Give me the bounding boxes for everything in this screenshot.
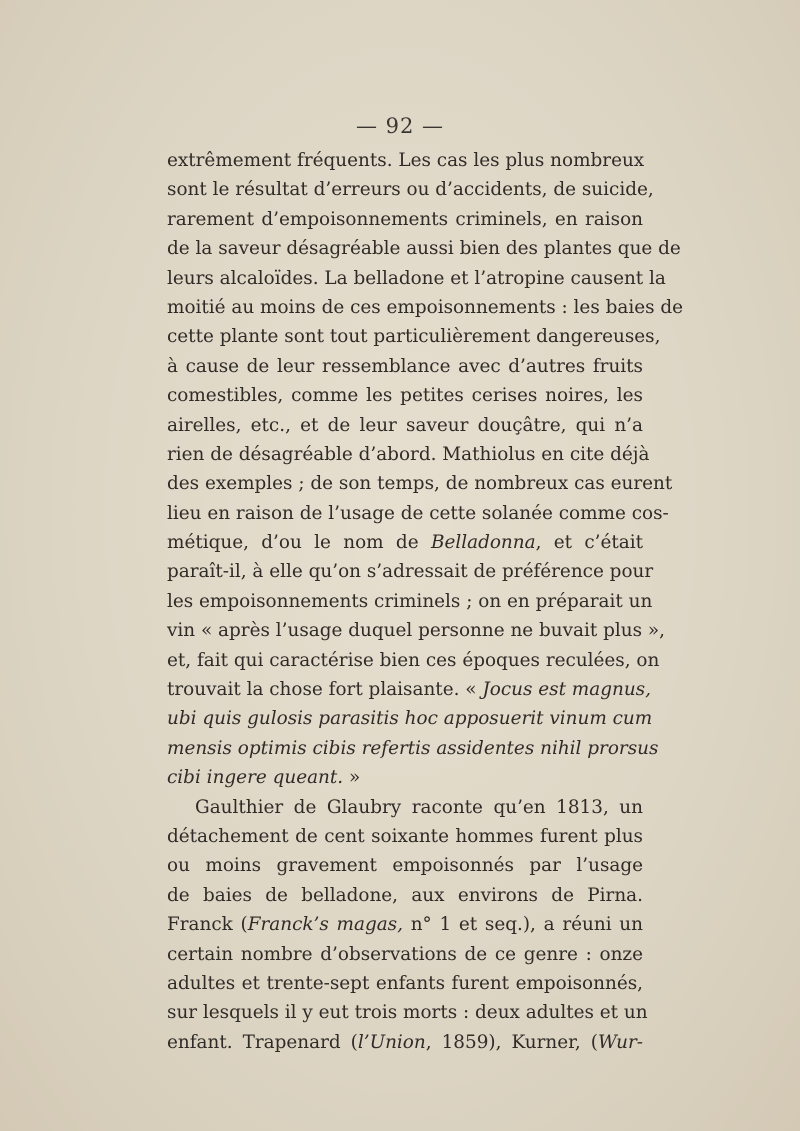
text-segment: paraît-il, à elle qu’on s’adressait de préférence pour: [167, 561, 654, 583]
text-segment: adultes et trente-sept enfants furent empoisonnés,: [167, 972, 643, 994]
text-segment: sur lesquels il y eut trois morts : deux adultes et un: [167, 1002, 648, 1024]
text-segment: trouvait la chose fort plaisante. «: [167, 679, 483, 701]
text-segment: leurs alcaloïdes. La belladone et l’atropine causent la: [167, 267, 666, 289]
text-line: [167, 793, 643, 822]
text-segment: »: [343, 767, 361, 789]
text-line: [167, 881, 643, 910]
text-segment: des exemples ; de son temps, de nombreux cas eurent: [167, 473, 673, 495]
text-line: [167, 1028, 643, 1057]
text-line: [167, 969, 643, 998]
text-line: [167, 763, 643, 792]
text-segment: moitié au moins de ces empoisonnements : les baies de: [167, 296, 684, 318]
text-segment: comestibles, comme les petites cerises noires, les: [167, 385, 643, 407]
text-segment: extrêmement fréquents. Les cas les plus nombreux: [167, 150, 645, 171]
text-segment: Gaulthier de Glaubry raconte qu’en 1813, un: [195, 796, 643, 818]
text-line: [167, 704, 653, 733]
text-segment: ou moins gravement empoisonnés par l’usage: [167, 855, 643, 877]
text-line: [167, 234, 681, 263]
italic-text: cibi ingere queant.: [167, 767, 344, 789]
text-segment: cette plante sont tout particulièrement dangereuses,: [167, 326, 661, 348]
text-segment: Franck (: [167, 914, 248, 936]
text-line: [167, 440, 650, 469]
text-line: [167, 998, 648, 1027]
text-segment: métique, d’ou le nom de: [167, 532, 431, 554]
text-line: [167, 910, 643, 939]
text-segment: à cause de leur ressemblance avec d’autres fruits: [167, 355, 643, 377]
text-line: [167, 293, 684, 322]
text-line: [167, 322, 661, 351]
text-segment: détachement de cent soixante hommes furent plus: [167, 825, 643, 847]
text-segment: n° 1 et seq.), a réuni un: [402, 914, 643, 936]
text-segment: , et c’était: [535, 532, 644, 554]
text-line: [167, 851, 643, 880]
text-segment: les empoisonnements criminels ; on en préparait un: [167, 590, 653, 612]
text-segment: et, fait qui caractérise bien ces époques reculées, on: [167, 649, 660, 671]
page-number: — 92 —: [355, 114, 445, 138]
text-segment: rien de désagréable d’abord. Mathiolus en cite déjà: [167, 443, 650, 465]
text-line: [167, 587, 653, 616]
text-line: [167, 411, 643, 440]
text-segment: rarement d’empoisonnements criminels, en raison: [167, 208, 643, 230]
italic-text: Franck’s magas,: [247, 914, 403, 936]
text-line: [167, 146, 643, 175]
italic-text: Jocus est magnus,: [482, 679, 651, 701]
text-segment: sont le résultat d’erreurs ou d’accidents, de suicide,: [167, 179, 654, 201]
text-segment: , 1859), Kurner, (: [425, 1031, 598, 1053]
text-segment: enfant. Trapenard (: [167, 1031, 358, 1053]
text-segment: de baies de belladone, aux environs de Pirna.: [167, 884, 643, 906]
text-line: [167, 734, 659, 763]
text-line: [167, 822, 643, 851]
text-line: [167, 264, 666, 293]
italic-text: Wur-: [597, 1031, 643, 1053]
text-segment: de la saveur désagréable aussi bien des plantes que de: [167, 238, 681, 260]
text-segment: airelles, etc., et de leur saveur douçâtre, qui n’a: [167, 414, 643, 436]
text-line: [167, 646, 660, 675]
text-segment: lieu en raison de l’usage de cette solanée comme cos-: [167, 502, 669, 524]
text-line: [167, 940, 643, 969]
text-line: [167, 352, 643, 381]
text-line: [167, 675, 651, 704]
italic-text: ubi quis gulosis parasitis hoc apposuerit vinum cum: [167, 708, 653, 730]
text-segment: certain nombre d’observations de ce genre : onze: [167, 943, 643, 965]
text-line: [167, 381, 643, 410]
italic-text: mensis optimis cibis refertis assidentes nihil prorsus: [167, 737, 659, 759]
text-line: [167, 469, 673, 498]
italic-text: l’Union: [357, 1031, 426, 1053]
text-line: [167, 205, 643, 234]
text-segment: vin « après l’usage duquel personne ne buvait plus »,: [167, 620, 665, 642]
text-line: [167, 499, 669, 528]
text-line: [167, 175, 654, 204]
italic-text: Belladonna: [430, 532, 536, 554]
text-line: [167, 616, 665, 645]
text-line: [167, 528, 643, 557]
text-line: [167, 557, 654, 586]
body-text: [167, 146, 684, 1057]
